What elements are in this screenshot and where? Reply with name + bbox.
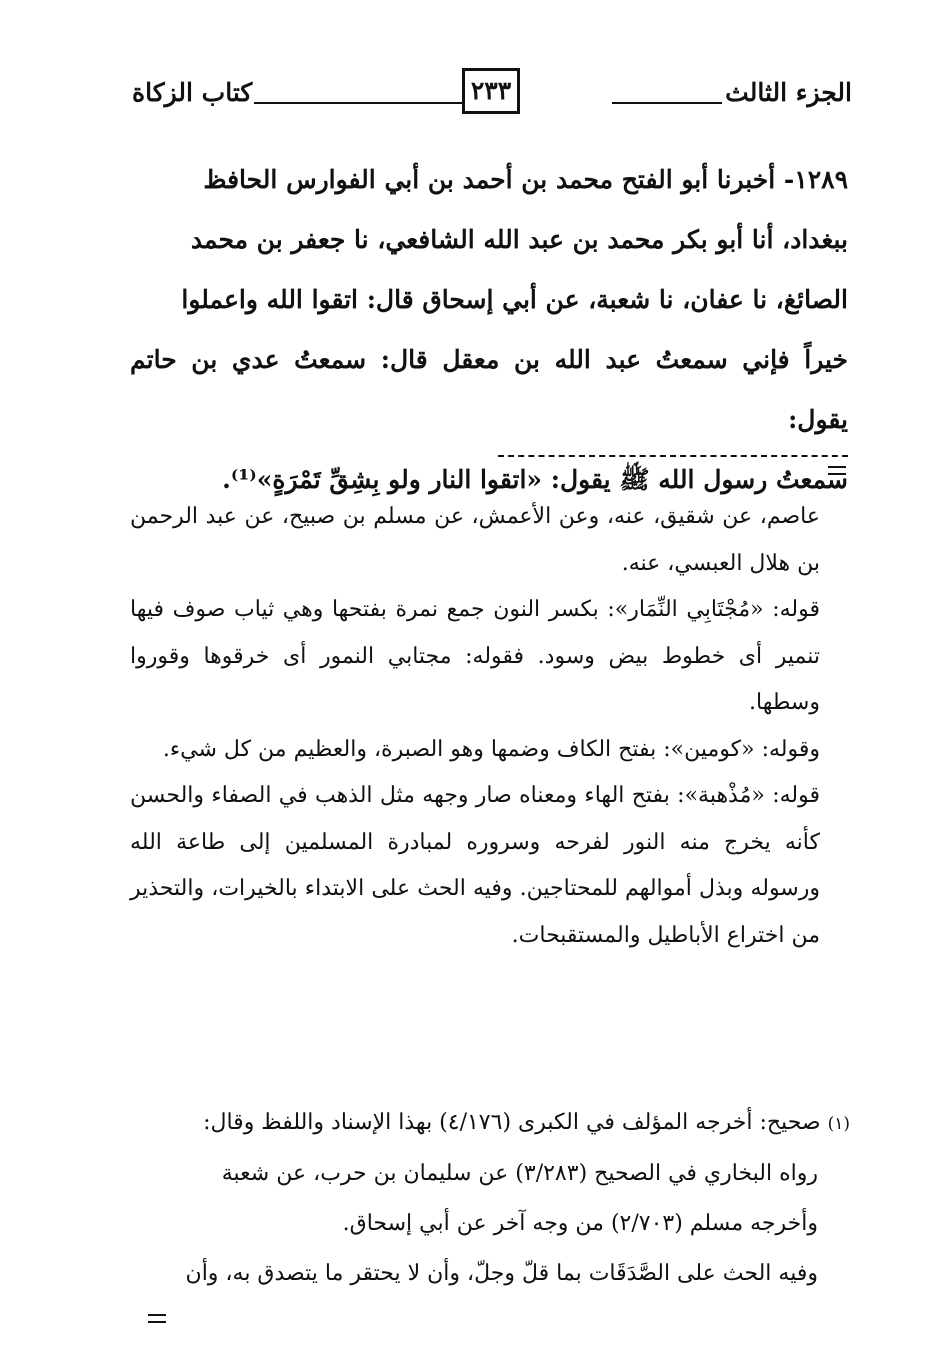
footnote <box>130 1098 850 1299</box>
footnote-line: وفيه الحث على الصَّدَقَات بما قلّ وجلّ، وأن لا يحتقر ما يتصدق به، وأن <box>185 1261 818 1286</box>
footnote-line: وأخرجه مسلم (٢/٧٠٣) من وجه آخر عن أبي إسحاق. <box>342 1211 818 1236</box>
footnote-line <box>130 1098 850 1149</box>
commentary-paragraph: عاصم، عن شقيق، عنه، وعن الأعمش، عن مسلم بن صبيح، عن عبد الرحمن بن هلال العبسي، عنه. <box>130 504 820 576</box>
footnote-marker: (١) <box>827 1114 850 1134</box>
commentary-paragraph: وقوله: «كومين»: بفتح الكاف وضمها وهو الصبرة، والعظيم من كل شيء. <box>162 736 820 762</box>
header-rule-left <box>254 102 462 104</box>
hadith-line: ببغداد، أنا أبو بكر محمد بن عبد الله الشافعي، نا جعفر بن محمد <box>190 225 848 254</box>
page-number: ٢٣٣ <box>462 68 520 114</box>
commentary-section <box>130 494 820 959</box>
page-header <box>132 68 852 124</box>
footnote-separator <box>498 455 848 457</box>
header-rule-right <box>612 102 722 104</box>
hadith-line: الصائغ، نا عفان، نا شعبة، عن أبي إسحاق قال: اتقوا الله واعملوا <box>181 285 848 314</box>
hadith-line: ١٢٨٩- أخبرنا أبو الفتح محمد بن أحمد بن أبي الفوارس الحافظ <box>203 165 848 194</box>
hadith-line: سمعتُ رسول الله ﷺ يقول: «اتقوا النار ولو بِشِقِّ تَمْرَةٍ»⁽¹⁾. <box>222 465 848 494</box>
volume-title: الجزء الثالث <box>725 78 852 107</box>
chapter-title: كتاب الزكاة <box>132 78 253 107</box>
continuation-mark-bottom <box>148 1314 166 1323</box>
commentary-paragraph: قوله: «مُجْتَابِي النِّمَار»: بكسر النون جمع نمرة بفتحها وهي ثياب صوف فيها تنمير أى خطوط بيض وسود. فقوله: مجتابي النمور أى خرقوها وقوروا وسطها. <box>130 597 820 715</box>
footnote-text: صحيح: أخرجه المؤلف في الكبرى (٤/١٧٦) بهذا الإسناد واللفظ وقال: <box>203 1110 821 1135</box>
commentary-paragraph: قوله: «مُذْهبة»: بفتح الهاء ومعناه صار وجهه مثل الذهب في الصفاء والحسن كأنه يخرج منه النور لفرحه وسروره لمبادرة المسلمين إلى طاعة الله ورسوله وبذل أموالهم للمحتاجين. وفيه الحث على الابتداء بالخيرات، والتحذير من اختراع الأباطيل والمستقبحات. <box>130 783 820 948</box>
continuation-mark-top <box>828 466 846 475</box>
hadith-line: خيراً فإني سمعتُ عبد الله بن معقل قال: سمعتُ عدي بن حاتم يقول: <box>130 345 848 434</box>
footnote-line: رواه البخاري في الصحيح (٣/٢٨٣) عن سليمان بن حرب، عن شعبة <box>221 1161 818 1186</box>
